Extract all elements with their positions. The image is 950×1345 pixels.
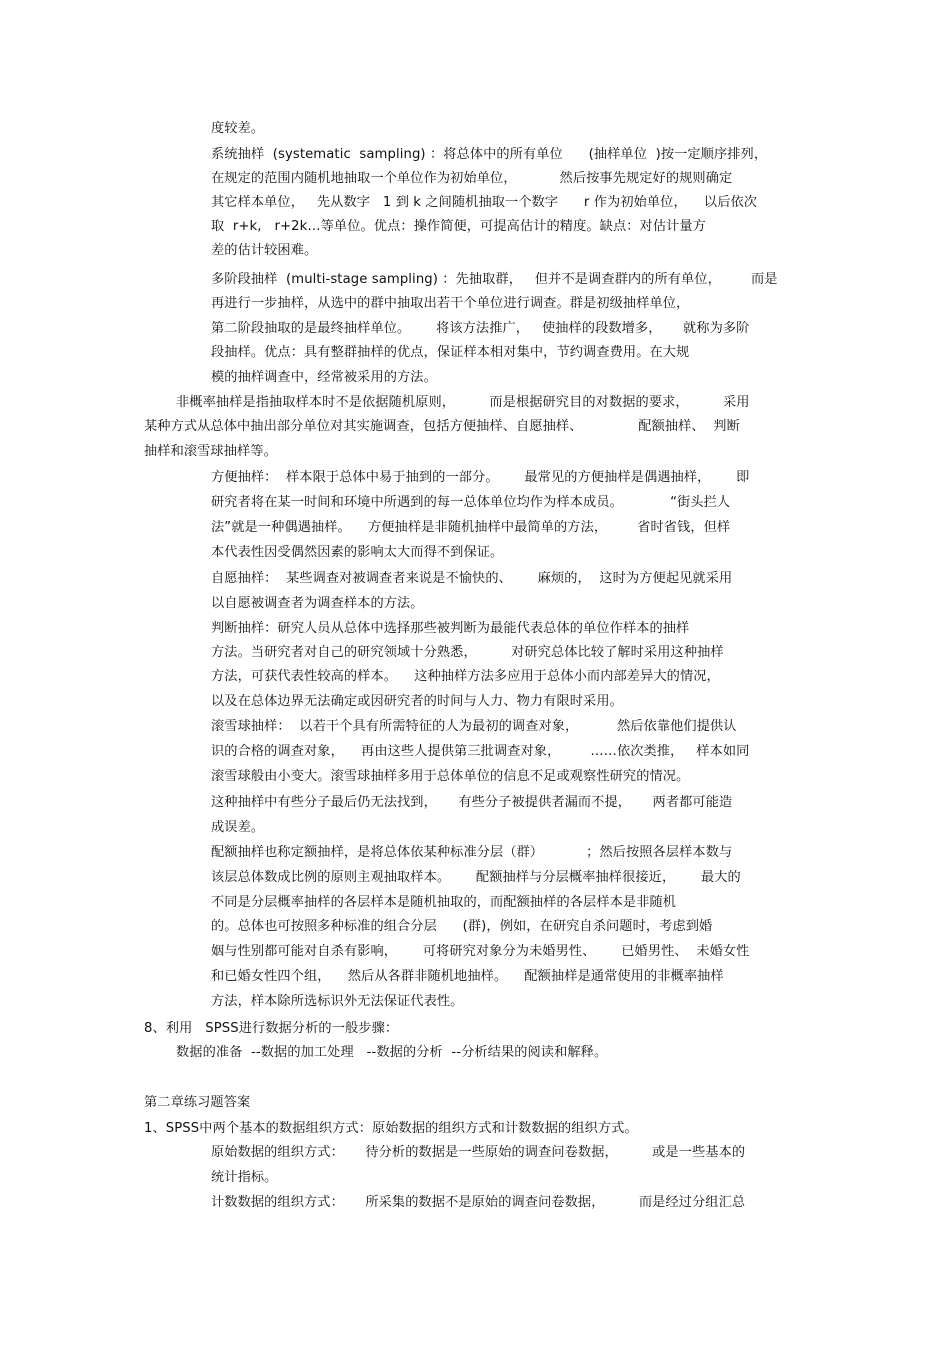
text-line: 滚雪球般由小变大。滚雪球抽样多用于总体单位的信息不足或观察性研究的情况。: [211, 769, 690, 784]
text-line: 这种抽样中有些分子最后仍无法找到， 有些分子被提供者漏而不提， 两者都可能造: [211, 795, 733, 810]
text-line: 配额抽样也称定额抽样，是将总体依某种标准分层（群） ；然后按照各层样本数与: [211, 845, 733, 860]
text-line: 本代表性因受偶然因素的影响太大而得不到保证。: [211, 545, 504, 560]
text-line: 差的估计较困难。: [211, 243, 318, 258]
text-line: 某种方式从总体中抽出部分单位对其实施调查，包括方便抽样、自愿抽样、 配额抽样、 判断: [144, 419, 740, 434]
text-line: 原始数据的组织方式： 待分析的数据是一些原始的调查问卷数据， 或是一些基本的: [211, 1145, 746, 1160]
section-title: 第二章练习题答案: [144, 1095, 251, 1110]
text-line: 法”就是一种偶遇抽样。 方便抽样是非随机抽样中最简单的方法， 省时省钱，但样: [211, 520, 731, 535]
text-line: 的。总体也可按照多种标准的组合分层 (群)，例如，在研究自杀问题时，考虑到婚: [211, 919, 713, 934]
text-line: 以及在总体边界无法确定或因研究者的时间与人力、物力有限时采用。: [211, 694, 623, 709]
text-line: 识的合格的调查对象， 再由这些人提供第三批调查对象， ……依次类推， 样本如同: [211, 744, 750, 759]
text-line: 度较差。: [211, 121, 265, 136]
text-line: 该层总体数成比例的原则主观抽取样本。 配额抽样与分层概率抽样很接近， 最大的: [211, 870, 741, 885]
text-line: 自愿抽样： 某些调查对被调查者来说是不愉快的、 麻烦的， 这时为方便起见就采用: [211, 571, 733, 586]
text-line: 统计指标。: [211, 1170, 278, 1185]
text-line: 滚雪球抽样： 以若干个具有所需特征的人为最初的调查对象， 然后依靠他们提供认: [211, 719, 737, 734]
text-line: 以自愿被调查者为调查样本的方法。: [211, 596, 424, 611]
text-line: 方法。当研究者对自己的研究领域十分熟悉， 对研究总体比较了解时采用这种抽样: [211, 645, 724, 660]
text-line: 第二阶段抽取的是最终抽样单位。 将该方法推广， 使抽样的段数增多， 就称为多阶: [211, 321, 750, 336]
text-line: 判断抽样：研究人员从总体中选择那些被判断为最能代表总体的单位作样本的抽样: [211, 621, 690, 636]
text-line: 姻与性别都可能对自杀有影响， 可将研究对象分为未婚男性、 已婚男性、 未婚女性: [211, 944, 750, 959]
text-line: 计数数据的组织方式： 所采集的数据不是原始的调查问卷数据， 而是经过分组汇总: [211, 1195, 746, 1210]
text-line: 取 r+k, r+2k…等单位。优点：操作简便，可提高估计的精度。缺点：对估计量方: [211, 219, 706, 234]
text-line: 多阶段抽样 (multi-stage sampling) ：先抽取群， 但并不是调查群内的所有单位， 而是: [211, 272, 778, 287]
text-line: 成误差。: [211, 820, 265, 835]
text-line: 不同是分层概率抽样的各层样本是随机抽取的，而配额抽样的各层样本是非随机: [211, 895, 677, 910]
list-item-heading: 1、SPSS中两个基本的数据组织方式：原始数据的组织方式和计数数据的组织方式。: [144, 1121, 638, 1136]
text-line: 抽样和滚雪球抽样等。: [144, 444, 277, 459]
text-line: 方法，样本除所选标识外无法保证代表性。: [211, 994, 464, 1009]
text-line: 研究者将在某一时间和环境中所遇到的每一总体单位均作为样本成员。 “街头拦人: [211, 495, 731, 510]
text-line: 方便抽样： 样本限于总体中易于抽到的一部分。 最常见的方便抽样是偶遇抽样， 即: [211, 470, 750, 485]
text-line: 在规定的范围内随机地抽取一个单位作为初始单位， 然后按事先规定好的规则确定: [211, 171, 733, 186]
text-line: 和已婚女性四个组， 然后从各群非随机地抽样。 配额抽样是通常使用的非概率抽样: [211, 969, 724, 984]
text-line: 其它样本单位， 先从数字 1 到 k 之间随机抽取一个数字 r 作为初始单位， 以后依次: [211, 195, 758, 210]
list-item-heading: 8、利用 SPSS进行数据分析的一般步骤：: [144, 1021, 399, 1036]
text-line: 再进行一步抽样，从选中的群中抽取出若干个单位进行调查。群是初级抽样单位，: [211, 296, 690, 311]
text-line: 数据的准备 --数据的加工处理 --数据的分析 --分析结果的阅读和解释。: [176, 1045, 608, 1060]
text-line: 方法，可获代表性较高的样本。 这种抽样方法多应用于总体小而内部差异大的情况，: [211, 669, 720, 684]
text-line: 非概率抽样是指抽取样本时不是依据随机原则， 而是根据研究目的对数据的要求， 采用: [176, 395, 750, 410]
text-line: 系统抽样 (systematic sampling) ：将总体中的所有单位 (抽样单位 )按一定顺序排列，: [211, 147, 768, 162]
text-line: 模的抽样调查中，经常被采用的方法。: [211, 370, 437, 385]
text-line: 段抽样。优点：具有整群抽样的优点，保证样本相对集中，节约调查费用。在大规: [211, 345, 690, 360]
